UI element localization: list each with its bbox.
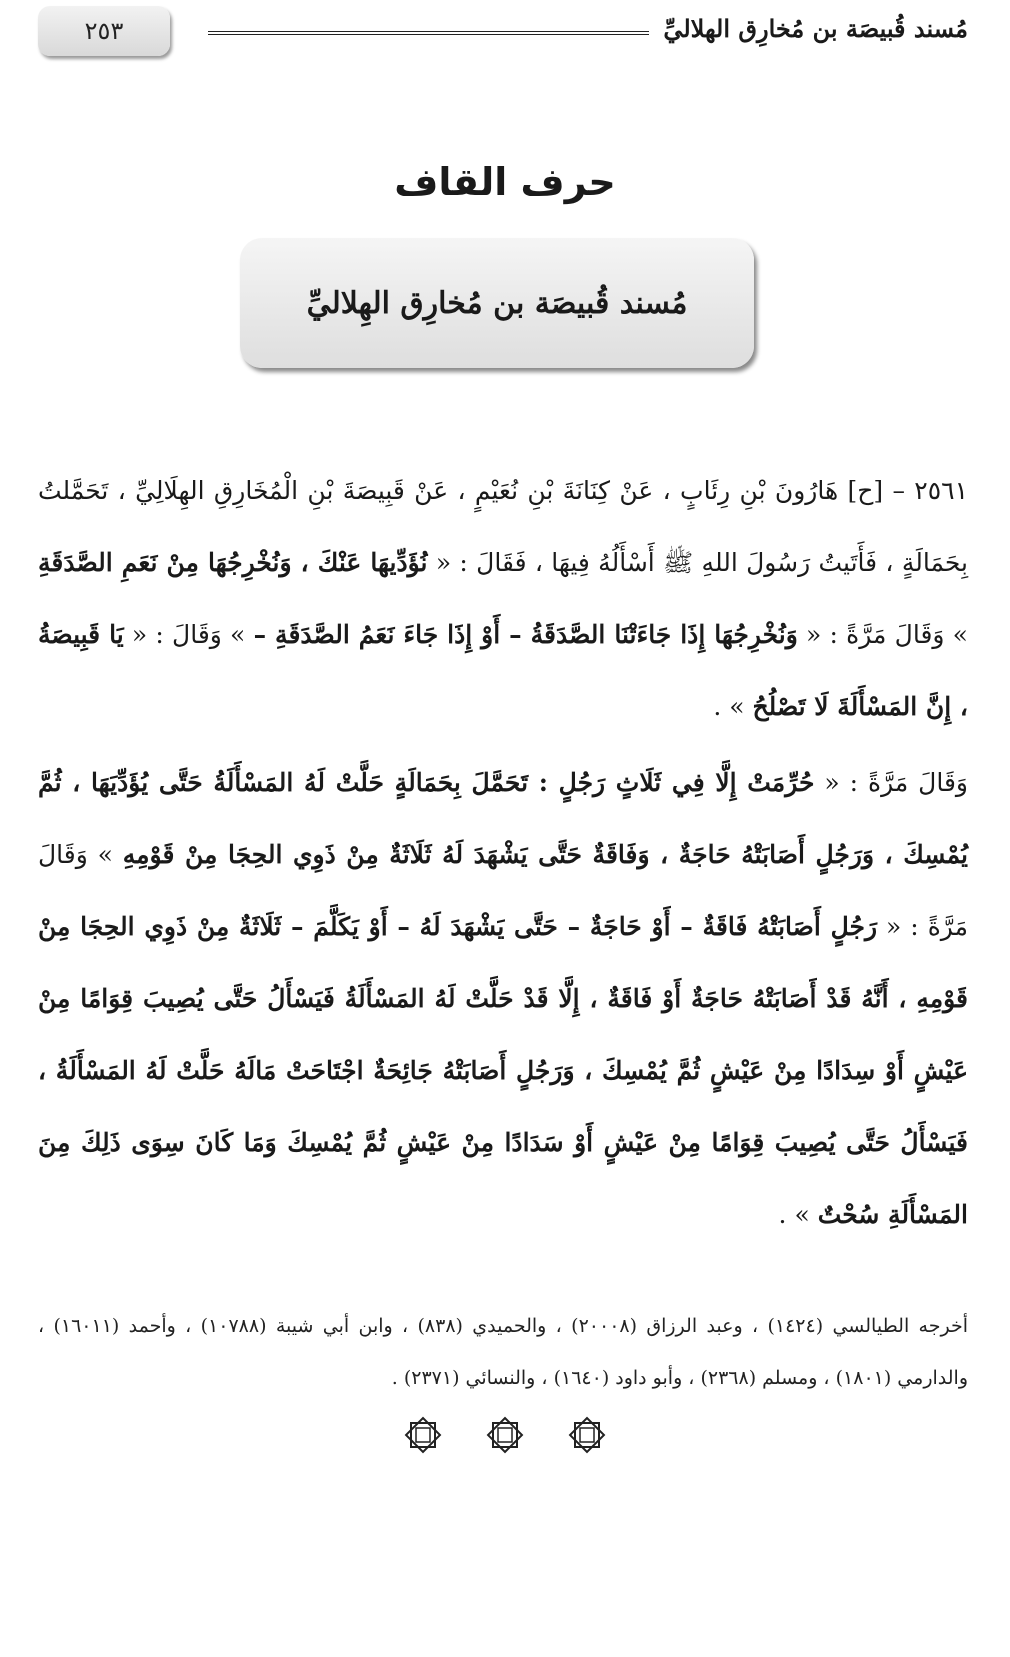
hadith-paragraph: [38, 747, 968, 1251]
narration-connector: » وَقَالَ مَرَّةً : «: [38, 840, 968, 941]
octagram-ornament-icon: [567, 1415, 607, 1455]
section-title: حرف القاف: [394, 160, 616, 204]
prophetic-quote: حُرِّمَتْ إِلَّا فِي ثَلَاثٍ رَجُلٍ : تَحَمَّلَ بِحَمَالَةٍ حَلَّتْ لَهُ المَسْأَلَةُ حَتَّى يُؤَدِّيَهَا ، ثُمَّ يُمْسِكَ ، وَرَجُلٍ أَصَابَتْهُ حَاجَةٌ ، وَفَاقَةٌ حَتَّى يَشْهَدَ لَهُ ثَلَاثَةٌ مِنْ ذَوِي الحِجَا مِنْ قَوْمِهِ: [38, 768, 969, 869]
prophetic-quote: وَنُخْرِجُهَا إِذَا جَاءَتْنَا الصَّدَقَةُ – أَوْ إِذَا جَاءَ نَعَمُ الصَّدَقَةِ –: [253, 620, 798, 649]
hadith-paragraph: [38, 455, 968, 743]
octagram-ornament-icon: [403, 1415, 443, 1455]
prophetic-quote: نُؤَدِّيهَا عَنْكَ ، وَنُخْرِجُهَا مِنْ نَعَمِ الصَّدَقَةِ: [38, 548, 428, 577]
page-number: ٢٥٣: [84, 17, 124, 45]
narration-connector: » .: [778, 1200, 810, 1229]
musnad-title-box: [240, 238, 754, 368]
prophetic-quote: رَجُلٍ أَصَابَتْهُ فَاقَةٌ – أَوْ حَاجَةٌ – حَتَّى يَشْهَدَ لَهُ – أَوْ يَكَلَّمَ – ثَلَاثَةٌ مِنْ ذَوِي الحِجَا مِنْ قَوْمِهِ ، أَنَّهُ قَدْ أَصَابَتْهُ حَاجَةٌ أَوْ فَاقَةٌ ، إِلَّا قَدْ حَلَّتْ لَهُ المَسْأَلَةُ فَيَسْأَلُ حَتَّى يُصِيبَ قِوَامًا مِنْ عَيْشٍ أَوْ سِدَادًا مِنْ عَيْشٍ ثُمَّ يُمْسِكَ ، وَرَجُلٍ أَصَابَتْهُ جَائِحَةٌ اجْتَاحَتْ مَالَهُ حَلَّتْ لَهُ المَسْأَلَةُ ، فَيَسْأَلُ حَتَّى يُصِيبَ قِوَامًا مِنْ عَيْشٍ أَوْ سَدَادًا مِنْ عَيْشٍ ثُمَّ يُمْسِكَ وَمَا كَانَ سِوَى ذَلِكَ مِنَ المَسْأَلَةِ سُحْتٌ: [38, 912, 968, 1229]
narration-connector: » وَقَالَ : «: [131, 620, 246, 649]
narration-chain: ٢٥٦١ – [ح] هَارُونَ بْنِ رِئَابٍ ، عَنْ كِنَانَةَ بْنِ نُعَيْمٍ ، عَنْ قَبِيصَةَ بْنِ الْمُخَارِقِ الهِلَالِيِّ ، تَحَمَّلتُ بِحَمَالَةٍ ، فَأَتَيتُ رَسُولَ اللهِ ﷺ أَسْأَلُهُ فِيهَا ، فَقَالَ : «: [38, 476, 969, 577]
running-title: مُسند قُبيصَة بن مُخارِق الهلاليِّ: [663, 13, 968, 43]
page-number-badge: [38, 6, 170, 56]
narration-connector: » .: [713, 692, 745, 721]
end-ornaments: [0, 1415, 1010, 1455]
narration-connector: » وَقَالَ مَرَّةً : «: [806, 620, 968, 649]
header-rule: [208, 31, 649, 35]
octagram-ornament-icon: [485, 1415, 525, 1455]
narration-connector: وَقَالَ مَرَّةً : «: [824, 768, 968, 797]
prophetic-quote: يَا قَبِيصَةُ ، إِنَّ المَسْأَلَةَ لَا تَصْلُحُ: [38, 620, 968, 721]
hadith-text: [38, 455, 968, 1251]
takhrij-note: أخرجه الطيالسي (١٤٢٤) ، وعبد الرزاق (٢٠٠٠٨) ، والحميدي (٨٣٨) ، وابن أبي شيبة (١٠٧٨٨) ، وأحمد (١٦٠١١) ، والدارمي (١٨٠١) ، ومسلم (٢٣٦٨) ، وأبو داود (١٦٤٠) ، والنسائي (٢٣٧١) .: [38, 1315, 968, 1389]
musnad-title: مُسند قُبيصَة بن مُخارِق الهِلاليِّ: [306, 285, 688, 321]
running-header: [208, 8, 968, 48]
